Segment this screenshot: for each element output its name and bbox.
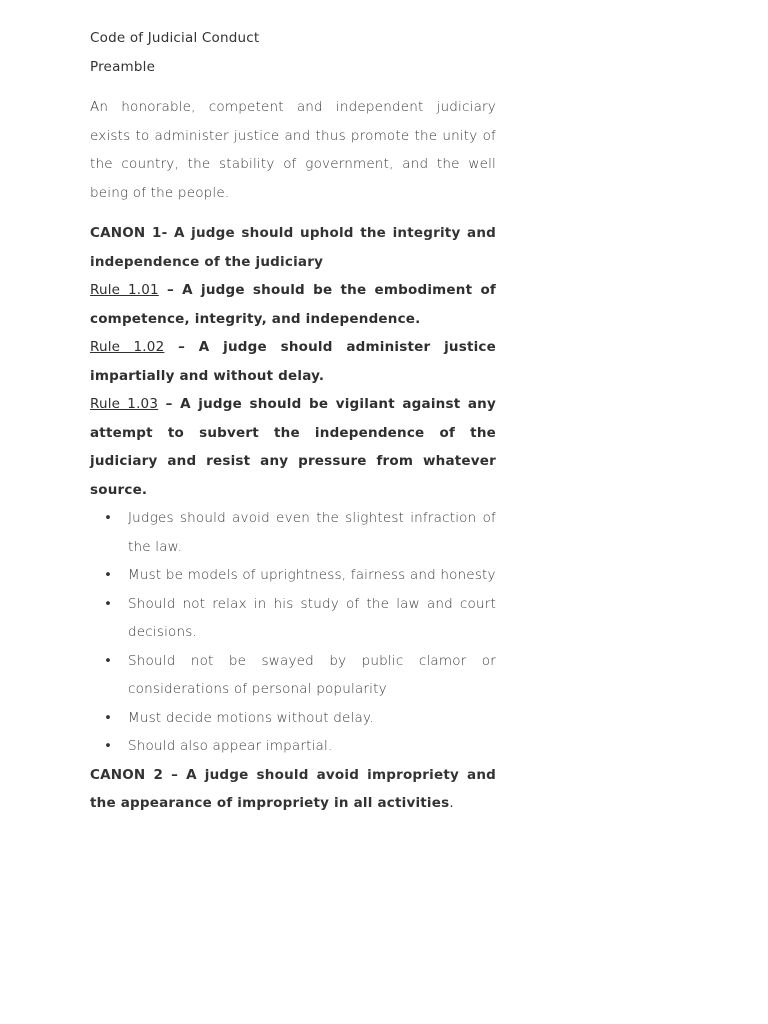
bullet-icon: • [104,738,113,754]
document-page [90,24,496,818]
canon-2-text: CANON 2 – A judge should avoid impropriety and the appearance of impropriety in all activities [90,766,496,811]
list-item-text: Must decide motions without delay. [128,709,374,726]
rule-1-02 [90,333,496,390]
rule-text: – A judge should be vigilant against any attempt to subvert the independence of the judiciary and resist any pressure from whatever source. [90,396,496,498]
list-item [90,561,496,590]
bullet-icon: • [104,595,113,612]
canon-1-heading: CANON 1- A judge should uphold the integrity and independence of the judiciary [90,225,496,270]
rule-label: Rule 1.03 [90,396,159,412]
bullet-icon: • [104,652,113,669]
list-item [90,590,496,647]
bullet-icon: • [104,567,113,583]
rule-label: Rule 1.02 [90,339,165,355]
rule-text: – A judge should administer justice impartially and without delay. [90,339,496,384]
bullet-icon: • [104,709,113,726]
canon-2-heading [90,761,496,818]
rule-label: Rule 1.01 [90,282,159,298]
section-heading-preamble: Preamble [90,58,156,75]
rule-1-01 [90,276,496,333]
canon-2-period: . [449,795,454,811]
list-item [90,504,496,561]
bullet-icon: • [104,510,113,526]
bullet-list [90,504,496,761]
list-item [90,647,496,704]
list-item-text: Judges should avoid even the slightest infraction of the law. [128,510,496,555]
rule-text: – A judge should be the embodiment of competence, integrity, and independence. [90,282,496,327]
list-item-text: Should also appear impartial. [128,738,333,754]
list-item [90,732,496,761]
list-item-text: Should not relax in his study of the law and court decisions. [128,595,496,640]
document-title: Code of Judicial Conduct [90,30,260,46]
preamble-paragraph: An honorable, competent and independent judiciary exists to administer justice and thus promote the unity of the country, the stability of government, and the well being of the people. [90,99,496,201]
rule-1-03 [90,390,496,504]
list-item-text: Should not be swayed by public clamor or considerations of personal popularity [128,652,496,697]
list-item-text: Must be models of uprightness, fairness and honesty [128,567,496,583]
list-item [90,704,496,733]
